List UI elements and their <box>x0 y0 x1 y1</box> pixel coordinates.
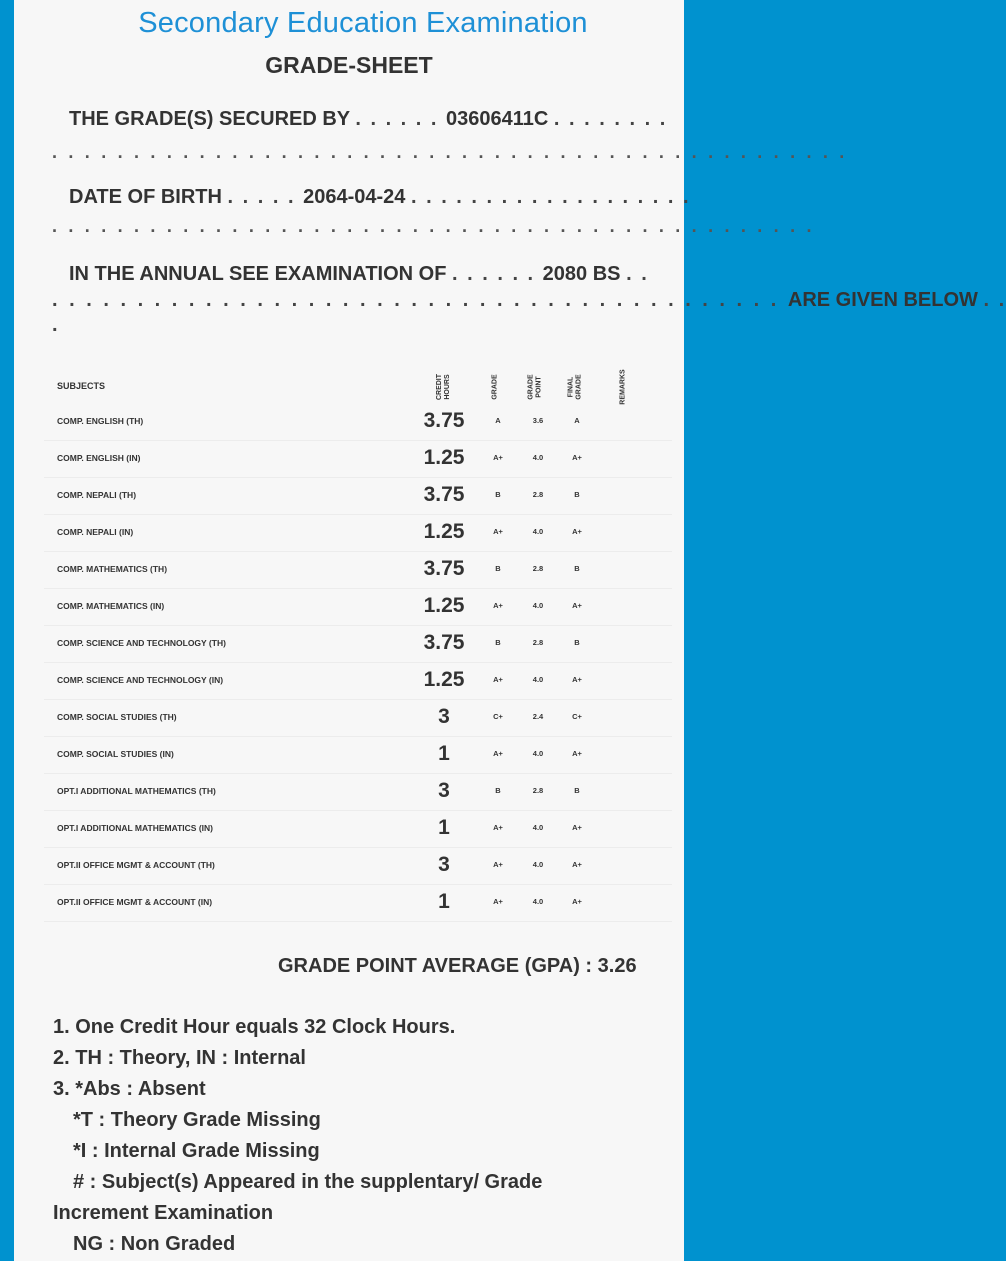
grade-point-cell: 2.8 <box>532 638 544 647</box>
grade-point-cell: 4.0 <box>532 675 544 684</box>
subject-cell: COMP. NEPALI (IN) <box>57 527 134 537</box>
note-item: 1. One Credit Hour equals 32 Clock Hours. <box>53 1016 456 1038</box>
grade-point-cell: 4.0 <box>532 860 544 869</box>
credit-hours-cell: 1.25 <box>423 446 465 469</box>
header-final-grade-label: FINAL GRADE <box>568 374 583 400</box>
header-grade-point-label: GRADE POINT <box>528 374 543 400</box>
grade-point-cell: 4.0 <box>532 897 544 906</box>
final-grade-cell: A+ <box>572 823 582 832</box>
note-item: 2. TH : Theory, IN : Internal <box>53 1047 306 1069</box>
note-item: # : Subject(s) Appeared in the supplentary/ Grade <box>73 1171 543 1193</box>
grade-cell: A+ <box>493 527 503 536</box>
subject-cell: OPT.II OFFICE MGMT & ACCOUNT (IN) <box>57 897 213 907</box>
final-grade-cell: A+ <box>572 860 582 869</box>
exam-line: IN THE ANNUAL SEE EXAMINATION OF . . . . . . 2080 BS . . <box>69 263 649 285</box>
note-item: *I : Internal Grade Missing <box>73 1140 320 1162</box>
dotted-separator: . . . . . . . . . . . . . . . . . . . . . . . . . . . . . . . . . . . . . . . . . . . . . . . . . <box>52 142 848 162</box>
subject-cell: OPT.I ADDITIONAL MATHEMATICS (TH) <box>57 786 216 796</box>
grade-point-cell: 2.8 <box>532 490 544 499</box>
grade-point-cell: 4.0 <box>532 749 544 758</box>
grade-point-cell: 2.8 <box>532 564 544 573</box>
credit-hours-cell: 3 <box>438 853 450 876</box>
grade-cell: A+ <box>493 823 503 832</box>
subject-cell: COMP. ENGLISH (TH) <box>57 416 144 426</box>
table-row <box>44 662 672 700</box>
subject-cell: COMP. MATHEMATICS (TH) <box>57 564 168 574</box>
header-credit-hours-label: CREDIT HOURS <box>436 373 451 401</box>
note-item: *T : Theory Grade Missing <box>73 1109 321 1131</box>
final-grade-cell: A+ <box>572 453 582 462</box>
grade-cell: A+ <box>493 860 503 869</box>
subject-cell: COMP. SOCIAL STUDIES (IN) <box>57 749 174 759</box>
credit-hours-cell: 1.25 <box>423 594 465 617</box>
final-grade-cell: A+ <box>572 601 582 610</box>
note-item: NG : Non Graded <box>73 1233 236 1255</box>
grade-point-cell: 2.4 <box>532 712 544 721</box>
grade-sheet-page <box>14 0 1006 1261</box>
subject-cell: COMP. SCIENCE AND TECHNOLOGY (IN) <box>57 675 224 685</box>
header-grade-label: GRADE <box>492 374 499 400</box>
grade-cell: C+ <box>493 712 503 721</box>
dob-label: DATE OF BIRTH <box>69 186 222 208</box>
exam-label: IN THE ANNUAL SEE EXAMINATION OF <box>69 263 447 285</box>
grade-sheet-heading: GRADE-SHEET <box>265 52 433 78</box>
dotted-separator: . . . . . . . . . . . . . . . . . . . . . . . . . . . . . . . . . . . . . . . . . . . . . . . <box>52 216 815 236</box>
table-row <box>44 477 672 515</box>
subject-cell: COMP. SOCIAL STUDIES (TH) <box>57 712 177 722</box>
subject-cell: COMP. ENGLISH (IN) <box>57 453 141 463</box>
exam-title: Secondary Education Examination <box>138 7 588 39</box>
grade-cell: A+ <box>493 601 503 610</box>
grade-cell: B <box>495 638 501 647</box>
secured-by-label: THE GRADE(S) SECURED BY <box>69 108 350 130</box>
grade-cell: A <box>495 416 501 425</box>
table-row <box>44 514 672 552</box>
dob-line: DATE OF BIRTH . . . . . 2064-04-24 . . . . . . . . . . . . . . . . . . . <box>69 186 691 208</box>
grade-point-cell: 2.8 <box>532 786 544 795</box>
note-item: Increment Examination <box>53 1202 274 1224</box>
table-row <box>44 847 672 885</box>
subject-cell: COMP. NEPALI (TH) <box>57 490 137 500</box>
credit-hours-cell: 1 <box>438 890 450 913</box>
table-row <box>44 440 672 478</box>
subject-cell: OPT.I ADDITIONAL MATHEMATICS (IN) <box>57 823 213 833</box>
exam-year: 2080 BS <box>542 263 621 285</box>
grade-cell: B <box>495 490 501 499</box>
table-row <box>44 551 672 589</box>
credit-hours-cell: 1.25 <box>423 668 465 691</box>
gpa-summary: GRADE POINT AVERAGE (GPA) : 3.26 <box>278 955 637 977</box>
final-grade-cell: A+ <box>572 897 582 906</box>
grade-cell: B <box>495 564 501 573</box>
final-grade-cell: A+ <box>572 527 582 536</box>
stray-dot: . <box>52 314 60 336</box>
final-grade-cell: C+ <box>572 712 582 721</box>
table-row <box>44 736 672 774</box>
final-grade-cell: A+ <box>572 675 582 684</box>
grade-point-cell: 3.6 <box>532 416 544 425</box>
grade-point-cell: 4.0 <box>532 823 544 832</box>
symbol-number: 03606411C <box>446 108 549 130</box>
date-of-birth: 2064-04-24 <box>303 186 406 208</box>
table-row <box>44 773 672 811</box>
credit-hours-cell: 1.25 <box>423 520 465 543</box>
note-item: 3. *Abs : Absent <box>53 1078 206 1100</box>
subject-cell: OPT.II OFFICE MGMT & ACCOUNT (TH) <box>57 860 215 870</box>
table-row <box>44 625 672 663</box>
grade-point-cell: 4.0 <box>532 453 544 462</box>
table-row <box>44 810 672 848</box>
credit-hours-cell: 3.75 <box>423 483 465 506</box>
header-remarks-label: REMARKS <box>620 369 628 405</box>
final-grade-cell: A <box>574 416 580 425</box>
grade-point-cell: 4.0 <box>532 601 544 610</box>
final-grade-cell: B <box>574 786 580 795</box>
grade-point-cell: 4.0 <box>532 527 544 536</box>
subject-cell: COMP. SCIENCE AND TECHNOLOGY (TH) <box>57 638 226 648</box>
credit-hours-cell: 3.75 <box>423 631 465 654</box>
credit-hours-cell: 3.75 <box>423 409 465 432</box>
final-grade-cell: B <box>574 490 580 499</box>
credit-hours-cell: 1 <box>438 816 450 839</box>
subject-cell: COMP. MATHEMATICS (IN) <box>57 601 165 611</box>
secured-by-line: THE GRADE(S) SECURED BY . . . . . . 03606411C . . . . . . . . <box>69 108 668 130</box>
credit-hours-cell: 3.75 <box>423 557 465 580</box>
table-row <box>44 588 672 626</box>
credit-hours-cell: 1 <box>438 742 450 765</box>
credit-hours-cell: 3 <box>438 779 450 802</box>
given-below-label: ARE GIVEN BELOW <box>787 289 978 311</box>
credit-hours-cell: 3 <box>438 705 450 728</box>
table-row <box>44 699 672 737</box>
grade-cell: A+ <box>493 453 503 462</box>
header-subjects: SUBJECTS <box>57 381 106 391</box>
given-below-line: . . . . . . . . . . . . . . . . . . . . . . . . . . . . . . . . . . . . . . . . . . . ARE GIVEN BELOW . . <box>52 289 1006 311</box>
final-grade-cell: B <box>574 564 580 573</box>
final-grade-cell: A+ <box>572 749 582 758</box>
grade-cell: A+ <box>493 749 503 758</box>
table-row <box>44 884 672 922</box>
grade-cell: A+ <box>493 675 503 684</box>
grade-cell: A+ <box>493 897 503 906</box>
table-row <box>44 403 672 441</box>
final-grade-cell: B <box>574 638 580 647</box>
grade-cell: B <box>495 786 501 795</box>
